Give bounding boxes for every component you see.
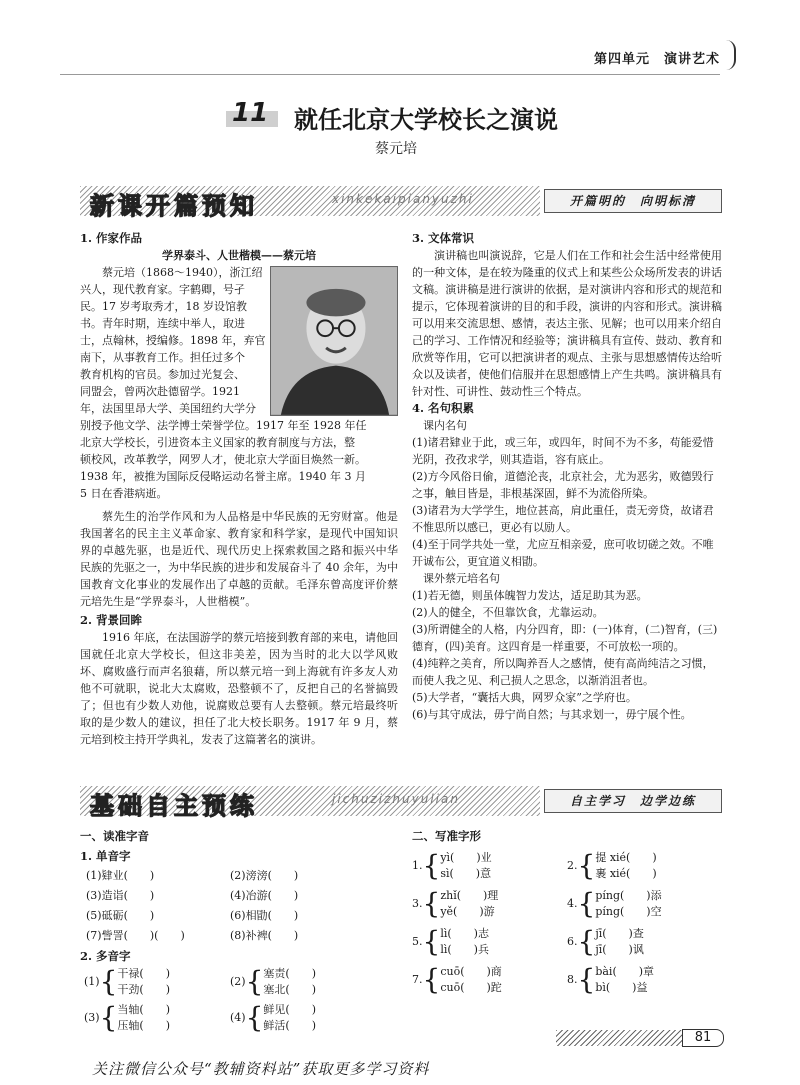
character-form-item[interactable] xyxy=(567,926,722,958)
bio-line: 蔡元培（1868～1940），浙江绍 xyxy=(102,266,263,279)
bio-line: 别授予他文学、法学博士荣誉学位。1917 年至 1928 年任 xyxy=(80,419,367,432)
brace-symbol: { xyxy=(577,849,596,882)
bio-line: 南下，从事教育工作。担任过多个 xyxy=(80,351,245,364)
single-char-item[interactable]: (8)补裨( ) xyxy=(230,929,299,942)
pair xyxy=(263,1002,316,1034)
pair-a: píng( )添 xyxy=(595,889,662,902)
author-portrait-image xyxy=(270,266,398,416)
item-number: 4. xyxy=(567,897,578,910)
banner-tag: 开篇明的 向明标清 xyxy=(544,189,722,213)
item-number: 1. xyxy=(412,859,423,872)
brace-symbol: { xyxy=(245,1001,264,1034)
lesson-author: 蔡元培 xyxy=(375,141,417,157)
section-title-author-works: 1. 作家作品 xyxy=(80,231,143,245)
pair xyxy=(595,926,644,958)
background-paragraph: 1916 年底，在法国游学的蔡元培接到教育部的来电，请他回国就任北京大学校长，但这非美差，因为当时的北大以学风败坏、腐败盛行而声名狼藉，所以蔡元培一到上海就有许多友人劝他不可就职，说北大太腐败，恐整顿不了，反把自己的名誉搞毁了；但也有少数人劝他，说腐败总要有人去整顿。蔡元培最终听取的是少数人的建议，担任了北大校长职务。1917 年 9 月，蔡元培到校主持开学典礼，发表了这篇著名的演讲。 xyxy=(80,631,398,746)
pair-a: zhǐ( )理 xyxy=(440,889,499,902)
pair xyxy=(263,966,316,998)
pair-b: lì( )兵 xyxy=(440,943,489,956)
pair-b: jī( )讽 xyxy=(595,943,644,956)
section-title-genre: 3. 文体常识 xyxy=(412,231,475,245)
quote-item: (2)方今风俗日偷，道德沦丧，北京社会，尤为恶劣，败德毁行之事，触目皆是，非根基深固，鲜不为流俗所染。 xyxy=(412,470,714,500)
character-form-grid xyxy=(412,850,722,996)
bio-line: 书。青年时期，连续中举人，取进 xyxy=(80,317,245,330)
pair-b: bì( )益 xyxy=(595,981,648,994)
banner-pinyin: jichuzizhuyulian xyxy=(332,792,460,806)
single-char-row xyxy=(80,886,390,906)
pair xyxy=(117,1002,170,1034)
single-char-item[interactable]: (1)肄业( ) xyxy=(86,869,155,882)
author-evaluation-paragraph: 蔡先生的治学作风和为人品格是中华民族的无穷财富。他是我国著名的民主主义革命家、教育家和科学家，是现代中国知识界的卓越先驱，也是近代、现代历史上探索救国之路和振兴中华民族的先驱之一，为中华民族的进步和发展奋斗了 40 余年，为中国教育文化事业的发展作出了卓越的贡献。毛泽东曾高度评价蔡元培先生是“学界泰斗，人世楷模”。 xyxy=(80,510,398,608)
brace-symbol: { xyxy=(422,963,441,996)
multi-char-item[interactable] xyxy=(80,966,230,998)
bio-line: 年，法国里昂大学、美国纽约大学分 xyxy=(80,402,256,415)
item-number: (3) xyxy=(84,1011,100,1024)
pair xyxy=(440,926,489,958)
pair-b: 干劲( ) xyxy=(117,983,171,996)
pair-b: yě( )游 xyxy=(440,905,495,918)
character-form-item[interactable] xyxy=(567,850,722,882)
quote-item: (2)人的健全，不但靠饮食，尤靠运动。 xyxy=(412,606,604,619)
single-char-row xyxy=(80,926,390,946)
pair-a: yì( )业 xyxy=(440,851,492,864)
bio-line: 北京大学校长，引进资本主义国家的教育制度与方法，整 xyxy=(80,436,355,449)
item-number: 8. xyxy=(567,973,578,986)
item-number: (1) xyxy=(84,975,100,988)
multi-char-row xyxy=(80,966,390,998)
character-form-item[interactable] xyxy=(412,926,567,958)
pair-b: 鲜活( ) xyxy=(263,1019,317,1032)
section-title-quotes: 4. 名句积累 xyxy=(412,401,475,415)
in-text-quotes-title: 课内名句 xyxy=(423,419,467,432)
exercise-character-form xyxy=(412,826,722,996)
quote-item: (6)与其守成法，毋宁尚自然；与其求划一，毋宁展个性。 xyxy=(412,708,692,721)
single-char-item[interactable]: (3)造诣( ) xyxy=(86,889,155,902)
pair-a: bài( )章 xyxy=(595,965,655,978)
brace-symbol: { xyxy=(577,963,596,996)
item-number: 6. xyxy=(567,935,578,948)
banner-title: 新课开篇预知 xyxy=(90,192,258,220)
banner-title: 基础自主预练 xyxy=(90,792,258,820)
item-number: 5. xyxy=(412,935,423,948)
pair xyxy=(440,850,491,882)
banner-preview xyxy=(80,186,722,220)
pair xyxy=(440,888,498,920)
banner-practice xyxy=(80,786,722,820)
single-char-item[interactable]: (2)滂滂( ) xyxy=(230,869,299,882)
character-form-item[interactable] xyxy=(412,850,567,882)
bio-line: 兴人，现代教育家。字鹤卿，号孑 xyxy=(80,283,245,296)
pair-b: 裹 xié( ) xyxy=(595,867,657,880)
pair xyxy=(595,964,654,996)
pair-b: sì( )意 xyxy=(440,867,492,880)
bio-line: 5 日在香港病逝。 xyxy=(80,487,168,500)
brace-symbol: { xyxy=(99,965,118,998)
unit-header: 第四单元 演讲艺术 xyxy=(593,52,720,67)
pair-b: 压轴( ) xyxy=(117,1019,171,1032)
quote-item: (5)大学者，“囊括大典，网罗众家”之学府也。 xyxy=(412,691,637,704)
pair xyxy=(595,850,656,882)
single-char-item[interactable]: (6)相勖( ) xyxy=(230,909,299,922)
exercise-pronunciation xyxy=(80,826,390,1034)
bio-line: 顿校风，改革教学，网罗人才，使北京大学面目焕然一新。 xyxy=(80,453,366,466)
single-char-item[interactable]: (7)訾詈( )( ) xyxy=(86,929,185,942)
multi-char-item[interactable] xyxy=(80,1002,230,1034)
banner-tag: 自主学习 边学边练 xyxy=(544,789,722,813)
brace-symbol: { xyxy=(422,849,441,882)
single-char-item[interactable]: (4)冶游( ) xyxy=(230,889,299,902)
exercise-subtitle: 1. 单音字 xyxy=(80,849,131,863)
character-form-item[interactable] xyxy=(567,888,722,920)
brace-symbol: { xyxy=(577,925,596,958)
quote-item: (4)纯粹之美育，所以陶养吾人之感情，使有高尚纯洁之习惯，而使人我之见、利己损人之思念，以渐消沮者也。 xyxy=(412,657,714,687)
bio-line: 士，点翰林，授编修。1898 年，弃官 xyxy=(80,334,266,347)
single-char-row xyxy=(80,866,390,886)
quote-item: (1)若无德，则虽体魄智力发达，适足助其为恶。 xyxy=(412,589,648,602)
character-form-item[interactable] xyxy=(567,964,722,996)
brace-symbol: { xyxy=(245,965,264,998)
pair-a: 塞责( ) xyxy=(263,967,317,980)
item-number: (4) xyxy=(230,1011,246,1024)
pair-a: jī( )查 xyxy=(595,927,644,940)
quote-item: (4)至于同学共处一堂，尤应互相亲爱，庶可收切磋之效。不唯开诚布公，更宜道义相勖。 xyxy=(412,538,714,568)
pair-a: lì( )志 xyxy=(440,927,489,940)
page-number: 81 xyxy=(682,1029,724,1047)
multi-char-item[interactable] xyxy=(230,966,316,998)
pair-a: 干禄( ) xyxy=(117,967,171,980)
quote-item: (1)诸君肄业于此，或三年，或四年，时间不为不多，苟能爱惜光阴，孜孜求学，则其造诣，容有底止。 xyxy=(412,436,714,466)
header-rule xyxy=(60,74,720,75)
lesson-title: 就任北京大学校长之演说 xyxy=(294,106,558,134)
extra-quotes-title: 课外蔡元培名句 xyxy=(423,572,500,585)
bio-line: 民。17 岁考取秀才，18 岁设馆教 xyxy=(80,300,247,313)
header-bracket-decoration xyxy=(726,40,736,70)
brace-symbol: { xyxy=(422,887,441,920)
pair-a: 鲜见( ) xyxy=(263,1003,317,1016)
pair-a: cuō( )商 xyxy=(440,965,502,978)
section-title-background: 2. 背景回眸 xyxy=(80,613,143,627)
item-number: 3. xyxy=(412,897,423,910)
page-number-stripe xyxy=(556,1030,682,1046)
pair xyxy=(595,888,661,920)
exercise-subtitle: 2. 多音字 xyxy=(80,949,131,963)
brace-symbol: { xyxy=(422,925,441,958)
banner-pinyin: xinkekaipianyuzhi xyxy=(332,192,474,206)
brace-symbol: { xyxy=(577,887,596,920)
exercise-title: 一、读准字音 xyxy=(80,829,149,843)
multi-char-item[interactable] xyxy=(230,1002,316,1034)
single-char-item[interactable]: (5)砥砺( ) xyxy=(86,909,155,922)
brace-symbol: { xyxy=(99,1001,118,1034)
exercise-title: 二、写准字形 xyxy=(412,829,481,843)
author-bio-block xyxy=(80,264,398,502)
left-column xyxy=(80,230,398,748)
pair-a: 当轴( ) xyxy=(117,1003,171,1016)
character-form-item[interactable] xyxy=(412,888,567,920)
pair-b: cuō( )跎 xyxy=(440,981,502,994)
bio-line: 教育机构的官员。参加过光复会、 xyxy=(80,368,245,381)
author-subtitle: 学界泰斗、人世楷模——蔡元培 xyxy=(162,249,316,262)
lesson-number: 11 xyxy=(232,98,269,128)
right-column xyxy=(412,230,722,723)
pair xyxy=(440,964,501,996)
bio-line: 同盟会，曾两次赴德留学。1921 xyxy=(80,385,240,398)
pair-b: píng( )空 xyxy=(595,905,662,918)
item-number: 2. xyxy=(567,859,578,872)
item-number: 7. xyxy=(412,973,423,986)
character-form-item[interactable] xyxy=(412,964,567,996)
genre-paragraph: 演讲稿也叫演说辞，它是人们在工作和社会生活中经常使用的一种文体，是在较为隆重的仪式上和某些公众场所发表的讲话文稿。演讲稿是进行演讲的依据，是对演讲内容和形式的规范和提示，它体现着演讲的目的和手段，演讲的内容和形式。演讲稿可以用来交流思想、感情，表达主张、见解；也可以用来介绍自己的学习、工作情况和经验等；演讲稿具有宣传、鼓动、教育和欣赏等作用，它可以把演讲者的观点、主张与思想感情传达给听众以及读者，使他们信服并在思想感情上产生共鸣。演讲稿具有针对性、可讲性、鼓动性三个特点。 xyxy=(412,249,722,398)
multi-char-row xyxy=(80,1002,390,1034)
bio-line: 1938 年，被推为国际反侵略运动名誉主席。1940 年 3 月 xyxy=(80,470,366,483)
pair xyxy=(117,966,170,998)
pair-b: 塞北( ) xyxy=(263,983,317,996)
pair-a: 提 xié( ) xyxy=(595,851,657,864)
single-char-row xyxy=(80,906,390,926)
quote-item: (3)诸君为大学学生，地位甚高，肩此重任，责无旁贷，故诸君不惟思所以感已，更必有以励人。 xyxy=(412,504,714,534)
footer-note: 关注微信公众号“教辅资料站”获取更多学习资料 xyxy=(92,1060,430,1078)
item-number: (2) xyxy=(230,975,246,988)
quote-item: (3)所谓健全的人格，内分四育，即：(一)体育，(二)智育，(三)德育，(四)美育。这四育是一样重要，不可放松一项的。 xyxy=(412,623,718,653)
